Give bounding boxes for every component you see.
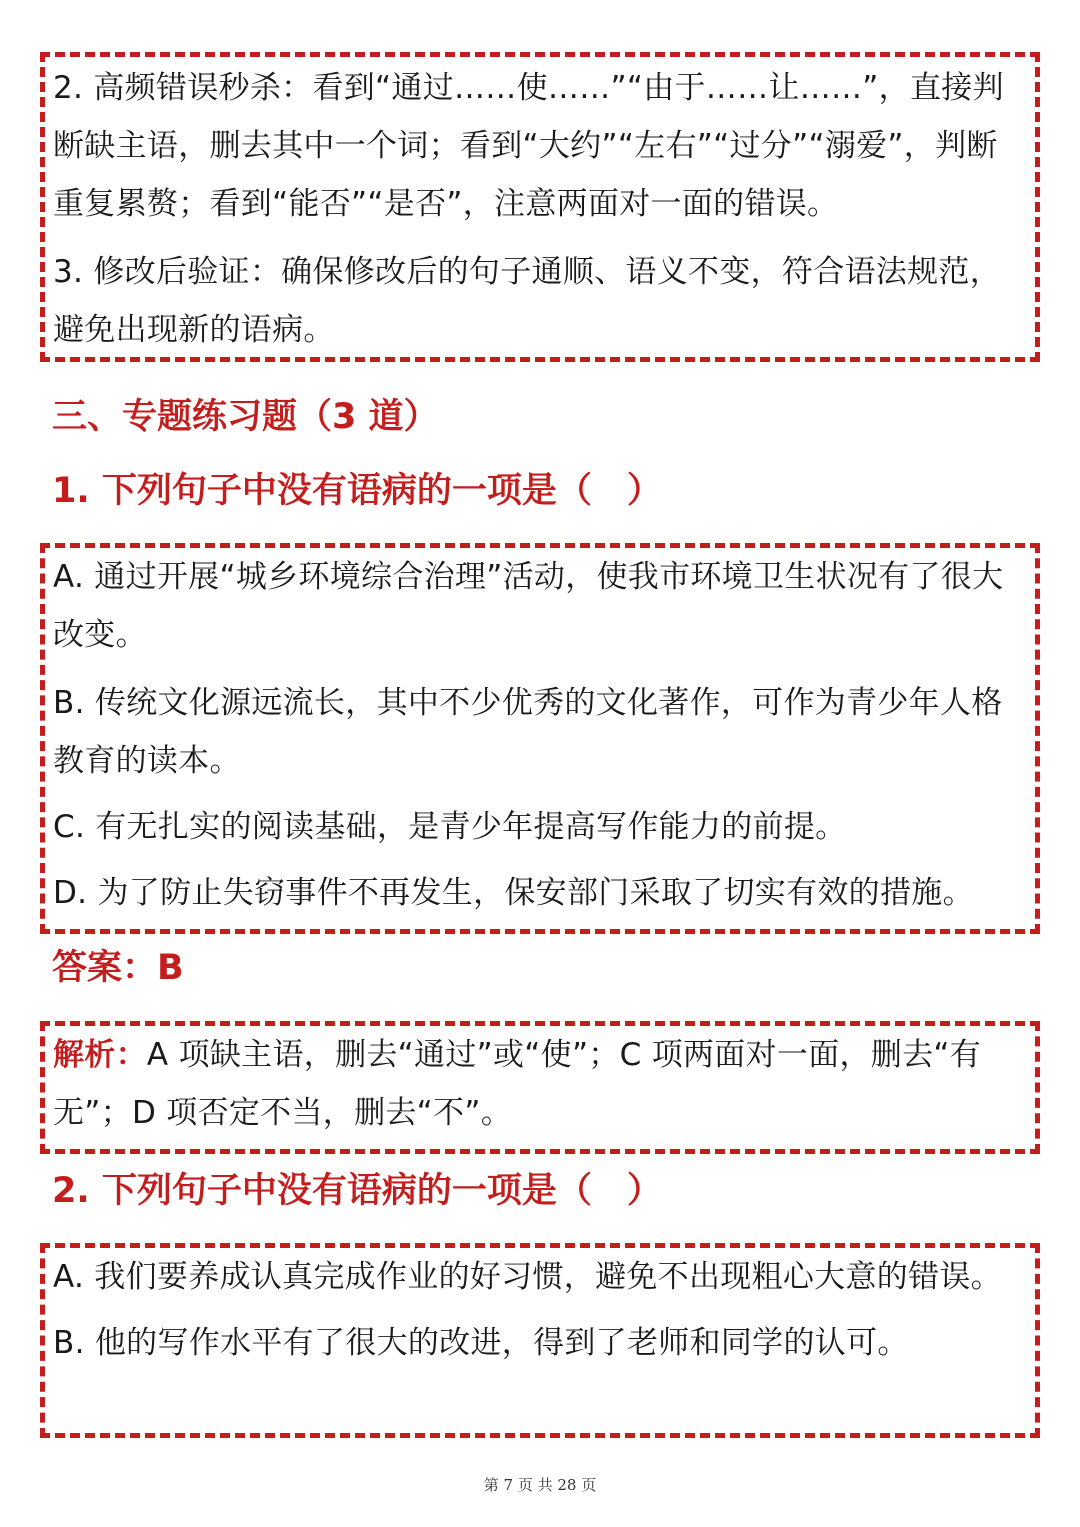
tip-item-2: 2. 高频错误秒杀：看到“通过……使……”“由于……让……”，直接判断缺主语，删去其中一个词；看到“大约”“左右”“过分”“溺爱”，判断重复累赘；看到“能否”“是否”，注意两面对一面的错误。 bbox=[53, 70, 1004, 222]
question-1-analysis bbox=[40, 1021, 1040, 1154]
q1-option-b: B. 传统文化源远流长，其中不少优秀的文化著作，可作为青少年人格教育的读本。 bbox=[53, 685, 1003, 779]
question-2-options bbox=[40, 1243, 1040, 1438]
section-title: 三、专题练习题（3 道） bbox=[52, 397, 439, 437]
analysis-text: A 项缺主语，删去“通过”或“使”；C 项两面对一面，删去“有无”；D 项否定不当，删去“不”。 bbox=[53, 1037, 982, 1131]
question-1-answer: 答案：B bbox=[52, 948, 184, 988]
q1-option-a: A. 通过开展“城乡环境综合治理”活动，使我市环境卫生状况有了很大改变。 bbox=[53, 559, 1004, 653]
page-number: 第 7 页 共 28 页 bbox=[483, 1476, 597, 1494]
q2-option-a: A. 我们要养成认真完成作业的好习惯，避免不出现粗心大意的错误。 bbox=[53, 1259, 1002, 1295]
question-1-title: 1. 下列句子中没有语病的一项是（ ） bbox=[52, 471, 662, 511]
analysis-label: 解析： bbox=[53, 1037, 147, 1073]
q1-option-c: C. 有无扎实的阅读基础，是青少年提高写作能力的前提。 bbox=[53, 809, 847, 845]
q1-option-d: D. 为了防止失窃事件不再发生，保安部门采取了切实有效的措施。 bbox=[53, 875, 974, 911]
q2-option-b: B. 他的写作水平有了很大的改进，得到了老师和同学的认可。 bbox=[53, 1325, 909, 1361]
tip-item-3: 3. 修改后验证：确保修改后的句子通顺、语义不变，符合语法规范，避免出现新的语病。 bbox=[53, 254, 1002, 348]
question-2-title: 2. 下列句子中没有语病的一项是（ ） bbox=[52, 1171, 662, 1211]
question-1-options bbox=[40, 543, 1040, 934]
tips-box bbox=[40, 52, 1040, 362]
analysis-paragraph bbox=[53, 1026, 1027, 1142]
